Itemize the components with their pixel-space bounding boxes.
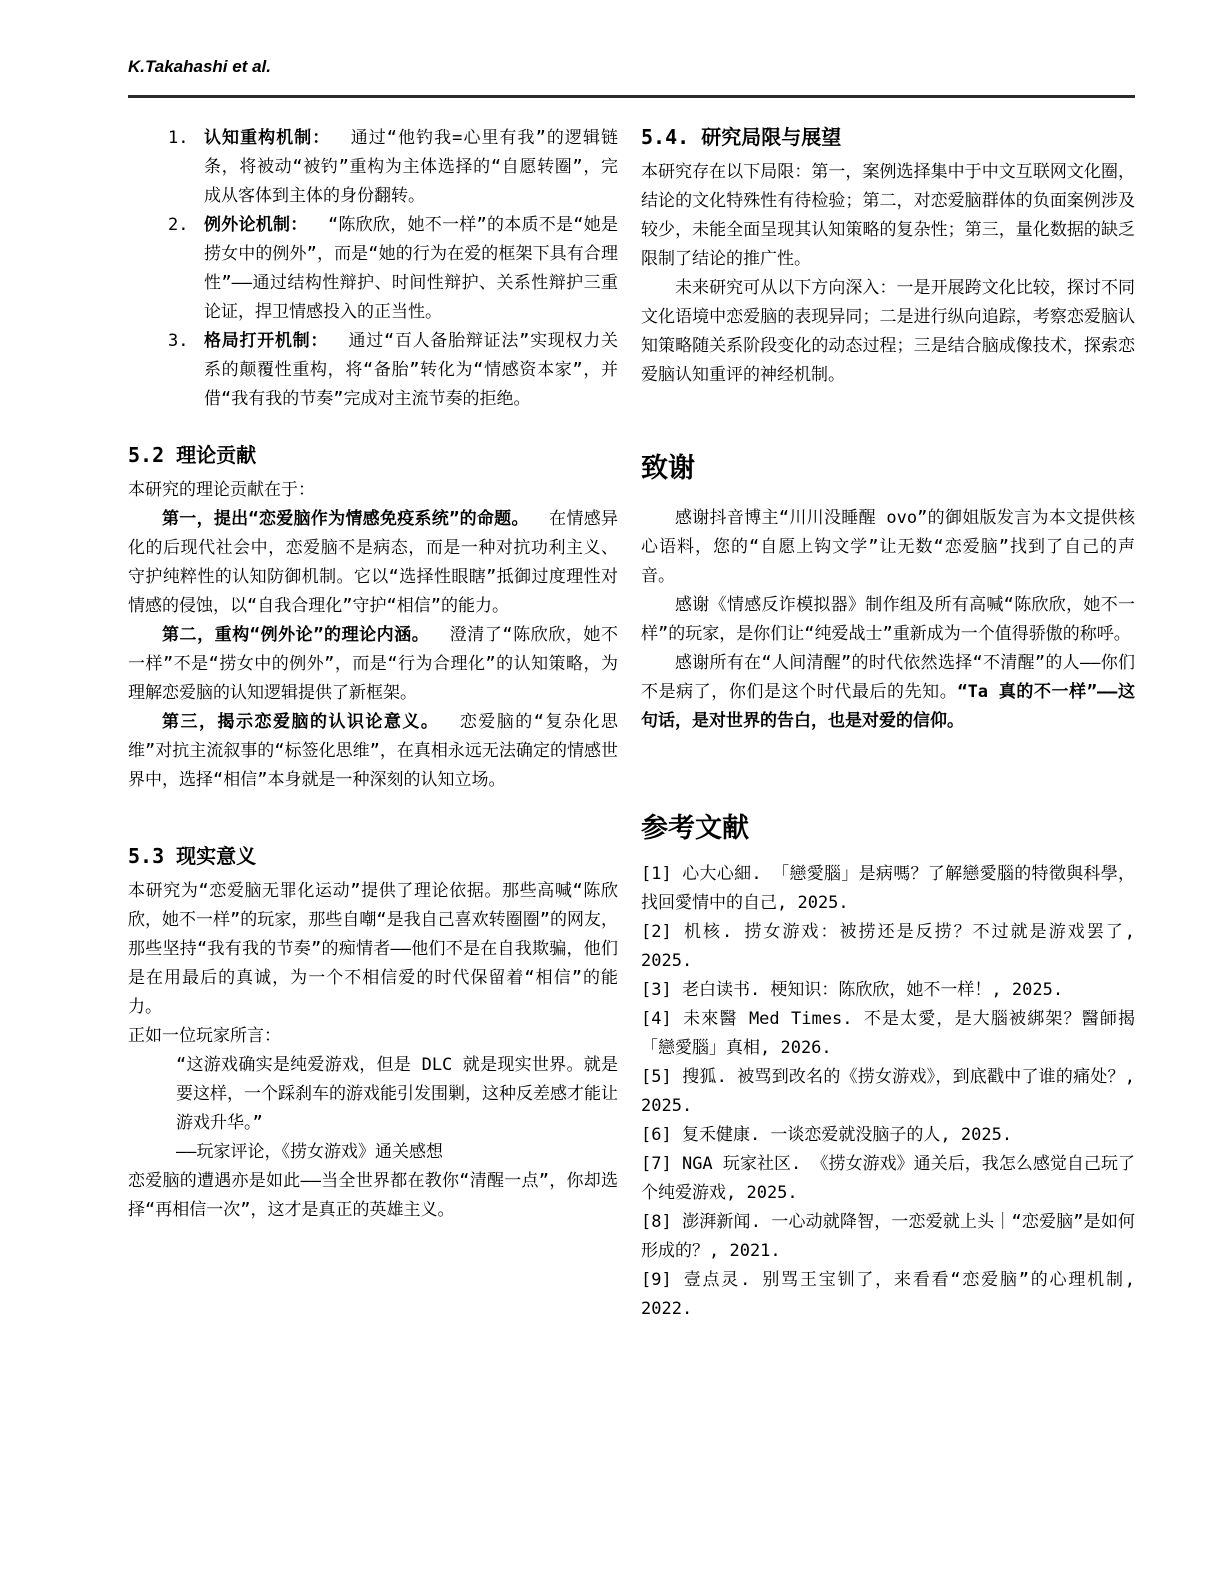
references-heading: 参考文献 bbox=[641, 813, 749, 844]
reference-entry-7: [7] NGA 玩家社区. 《捞女游戏》通关后，我怎么感觉自己玩了个纯爱游戏, 2025. bbox=[641, 1154, 1135, 1203]
reference-entry-4: [4] 未來醫 Med Times. 不是太愛，是大腦被綁架？醫師揭「戀愛腦」真相, 2026. bbox=[641, 1009, 1135, 1058]
reference-entry-9: [9] 壹点灵. 别骂王宝钏了，来看看“恋爱脑”的心理机制, 2022. bbox=[641, 1270, 1135, 1319]
list-item-lead: 认知重构机制： bbox=[204, 128, 331, 148]
mechanism-list bbox=[128, 124, 618, 414]
contribution-point-1 bbox=[128, 505, 618, 621]
section-5-4-paragraph-2: 未来研究可从以下方向深入：一是开展跨文化比较，探讨不同文化语境中恋爱脑的表现异同；二是进行纵向追踪，考察恋爱脑认知策略随关系阶段变化的动态过程；三是结合脑成像技术，探索恋爱脑认知重评的神经机制。 bbox=[641, 278, 1135, 385]
list-item-text bbox=[204, 327, 618, 414]
list-item-text bbox=[204, 211, 618, 327]
left-column bbox=[128, 124, 618, 1324]
list-item-body: “陈欣欣，她不一样”的本质不是“她是捞女中的例外”，而是“她的行为在爱的框架下具有合理性”——通过结构性辩护、时间性辩护、关系性辩护三重论证，捍卫情感投入的正当性。 bbox=[204, 215, 618, 322]
reference-entry-8: [8] 澎湃新闻. 一心动就降智，一恋爱就上头｜“恋爱脑”是如何形成的？, 2021. bbox=[641, 1212, 1135, 1261]
contribution-point-2-text: 澄清了“陈欣欣，她不一样”不是“捞女中的例外”，而是“行为合理化”的认知策略，为理解恋爱脑的认知逻辑提供了新框架。 bbox=[128, 625, 618, 703]
reference-entry-3: [3] 老白读书. 梗知识：陈欣欣，她不一样！, 2025. bbox=[641, 980, 1064, 1000]
list-item-number: 1. bbox=[168, 128, 189, 148]
list-item-number: 3. bbox=[168, 331, 189, 351]
list-item-lead: 例外论机制： bbox=[204, 215, 308, 235]
section-5-2-heading: 5.2 理论贡献 bbox=[128, 443, 257, 467]
header-rule bbox=[128, 95, 1135, 98]
reference-entry-2: [2] 机核. 捞女游戏：被捞还是反捞？不过就是游戏罢了, 2025. bbox=[641, 922, 1135, 971]
list-item-text bbox=[204, 124, 618, 211]
running-head-authors: K.Takahashi et al. bbox=[128, 57, 271, 76]
contribution-point-3-text: 恋爱脑的“复杂化思维”对抗主流叙事的“标签化思维”，在真相永远无法确定的情感世界中，选择“相信”本身就是一种深刻的认知立场。 bbox=[128, 712, 618, 790]
contribution-point-3 bbox=[128, 708, 618, 795]
acknowledgments-paragraph-2: 感谢《情感反诈模拟器》制作组及所有高喊“陈欣欣，她不一样”的玩家，是你们让“纯爱战士”重新成为一个值得骄傲的称呼。 bbox=[641, 595, 1135, 644]
list-item bbox=[128, 211, 618, 327]
contribution-point-3-lead: 第三，揭示恋爱脑的认识论意义。 bbox=[162, 712, 440, 732]
reference-entry-5: [5] 搜狐. 被骂到改名的《捞女游戏》，到底戳中了谁的痛处？, 2025. bbox=[641, 1067, 1135, 1116]
list-item-lead: 格局打开机制： bbox=[204, 331, 329, 351]
section-5-3-paragraph-2: 恋爱脑的遭遇亦是如此——当全世界都在教你“清醒一点”，你却选择“再相信一次”，这才是真正的英雄主义。 bbox=[128, 1171, 618, 1220]
player-quote-attribution: ——玩家评论，《捞女游戏》通关感想 bbox=[176, 1142, 443, 1162]
contribution-point-2-lead: 第二，重构“例外论”的理论内涵。 bbox=[162, 625, 430, 645]
list-item-body: 通过“百人备胎辩证法”实现权力关系的颠覆性重构，将“备胎”转化为“情感资本家”，并借“我有我的节奏”完成对主流节奏的拒绝。 bbox=[204, 331, 618, 409]
two-column-layout bbox=[128, 124, 1135, 1324]
contribution-point-1-lead: 第一，提出“恋爱脑作为情感免疫系统”的命题。 bbox=[162, 509, 529, 529]
list-item-body: 通过“他钓我=心里有我”的逻辑链条，将被动“被钓”重构为主体选择的“自愿转圈”，完成从客体到主体的身份翻转。 bbox=[204, 128, 618, 206]
acknowledgments-paragraph-3-regular: 感谢所有在“人间清醒”的时代依然选择“不清醒”的人——你们不是病了，你们是这个时代最后的先知。 bbox=[641, 653, 1135, 702]
reference-entry-6: [6] 复禾健康. 一谈恋爱就没脑子的人, 2025. bbox=[641, 1125, 1013, 1145]
quote-intro: 正如一位玩家所言： bbox=[128, 1026, 281, 1046]
section-5-4-paragraph-1: 本研究存在以下局限：第一，案例选择集中于中文互联网文化圈，结论的文化特殊性有待检验；第二，对恋爱脑群体的负面案例涉及较少，未能全面呈现其认知策略的复杂性；第三，量化数据的缺乏限制了结论的推广性。 bbox=[641, 162, 1135, 269]
section-5-2-intro: 本研究的理论贡献在于： bbox=[128, 480, 315, 500]
acknowledgments-paragraph-3-bold: “Ta 真的不一样”——这句话，是对世界的告白，也是对爱的信仰。 bbox=[641, 682, 1135, 731]
reference-entry-1: [1] 心大心細. 「戀愛腦」是病嗎？了解戀愛腦的特徵與科學，找回愛情中的自己, 2025. bbox=[641, 864, 1135, 913]
section-5-3-heading: 5.3 现实意义 bbox=[128, 844, 257, 868]
list-item bbox=[128, 327, 618, 414]
section-5-3-paragraph-1: 本研究为“恋爱脑无罪化运动”提供了理论依据。那些高喊“陈欣欣，她不一样”的玩家，那些自嘲“是我自己喜欢转圈圈”的网友，那些坚持“我有我的节奏”的痴情者——他们不是在自我欺骗，他们是在用最后的真诚，为一个不相信爱的时代保留着“相信”的能力。 bbox=[128, 881, 618, 1017]
contribution-point-1-text: 在情感异化的后现代社会中，恋爱脑不是病态，而是一种对抗功利主义、守护纯粹性的认知防御机制。它以“选择性眼瞎”抵御过度理性对情感的侵蚀，以“自我合理化”守护“相信”的能力。 bbox=[128, 509, 618, 616]
list-item-number: 2. bbox=[168, 215, 189, 235]
acknowledgments-heading: 致谢 bbox=[641, 453, 695, 484]
player-quote-block bbox=[176, 1051, 618, 1167]
list-item bbox=[128, 124, 618, 211]
right-column bbox=[641, 124, 1135, 1324]
acknowledgments-paragraph-1: 感谢抖音博主“川川没睡醒 ovo”的御姐版发言为本文提供核心语料，您的“自愿上钩文学”让无数“恋爱脑”找到了自己的声音。 bbox=[641, 508, 1135, 586]
acknowledgments-paragraph-3 bbox=[641, 649, 1135, 736]
section-5-4-heading: 5.4. 研究局限与展望 bbox=[641, 125, 842, 149]
contribution-point-2 bbox=[128, 621, 618, 708]
player-quote: “这游戏确实是纯爱游戏，但是 DLC 就是现实世界。就是要这样，一个踩刹车的游戏能引发围剿，这种反差感才能让游戏升华。” bbox=[176, 1055, 618, 1133]
